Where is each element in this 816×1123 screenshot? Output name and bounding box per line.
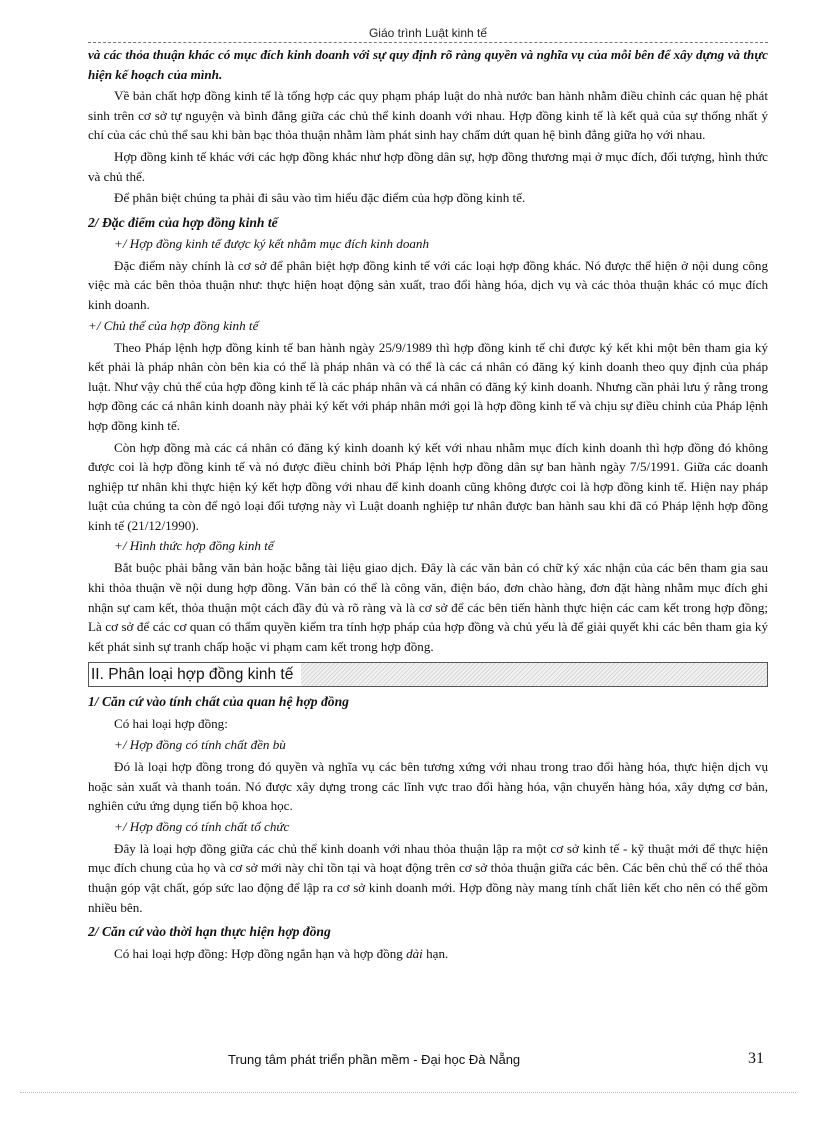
emphasis-text: dài [406, 946, 423, 962]
paragraph: Về bản chất hợp đồng kinh tế là tổng hợp các quy phạm pháp luật do nhà nước ban hành nhằm điều chỉnh các quan hệ phát sinh trên cơ sở tự nguyện và bình đẳng giữa các chủ thể kinh doanh với nhau. Hợp đồng kinh tế là kết quả của sự thống nhất ý chí của các chủ thể sau khi bàn bạc thỏa thuận nhằm làm phát sinh hay chấm dứt quan hệ bình đẳng giữa họ với nhau. [88, 88, 768, 143]
paragraph: Đặc điểm này chính là cơ sở để phân biệt hợp đồng kinh tế với các loại hợp đồng khác. Nó được thể hiện ở nội dung công việc mà các bên thỏa thuận như: thực hiện hoạt động sản xuất, trao đổi hàng hóa, dịch vụ và các thỏa thuận khác có mục đích kinh doanh. [88, 257, 768, 312]
heading-characteristics: 2/ Đặc điểm của hợp đồng kinh tế [88, 214, 278, 230]
paragraph-continuation: và các thỏa thuận khác có mục đích kinh doanh với sự quy định rõ ràng quyền và nghĩa vụ của mỗi bên để xây dựng và thực hiện kế hoạch của mình. [88, 47, 768, 82]
subheading-compensatory: +/ Hợp đồng có tính chất đền bù [114, 737, 286, 753]
bottom-divider [20, 1092, 796, 1093]
paragraph: Hợp đồng kinh tế khác với các hợp đồng khác như hợp đồng dân sự, hợp đồng thương mại ở mục đích, đối tượng, hình thức và chủ thể. [88, 148, 768, 184]
subheading-business-purpose: +/ Hợp đồng kinh tế được ký kết nhằm mục đích kinh doanh [114, 235, 430, 251]
subheading-form: +/ Hình thức hợp đồng kinh tế [114, 538, 274, 554]
paragraph: Đó là loại hợp đồng trong đó quyền và nghĩa vụ các bên tương xứng với nhau trong trao đổi hàng hóa, thực hiện dịch vụ hoặc sản xuất và thanh toán. Nó được xây dựng trong các lĩnh vực trao đổi hàng hóa, vận chuyển hàng hóa, xây dựng cơ bản, nghiên cứu ứng dụng tiến bộ khoa học. [88, 759, 768, 814]
section-heading-bar [88, 662, 768, 687]
paragraph: Có hai loại hợp đồng: [114, 716, 228, 732]
paragraph: Bắt buộc phải bằng văn bản hoặc bằng tài liệu giao dịch. Đây là các văn bản có chữ ký xác nhận của các bên tham gia sau khi thỏa thuận về nội dung hợp đồng. Văn bản có thể là công văn, điện báo, đơn chào hàng, đơn đặt hàng nhằm mục đích ghi nhận sự cam kết, thỏa thuận một cách đầy đủ và rõ ràng và là cơ sở để các bên tiến hành thực hiện các cam kết trong hợp đồng; Là cơ sở để các cơ quan có thẩm quyền kiểm tra tính hợp pháp của hợp đồng và chủ yếu là để giải quyết khi các bên tham gia ký kết phát sinh sự tranh chấp hoặc vi phạm cam kết trong hợp đồng. [88, 560, 768, 654]
page-number: 31 [748, 1050, 764, 1067]
footer-institution: Trung tâm phát triển phần mềm - Đại học Đà Nẵng [228, 1052, 521, 1067]
paragraph: Để phân biệt chúng ta phải đi sâu vào tìm hiểu đặc điểm của hợp đồng kinh tế. [114, 190, 526, 206]
running-header: Giáo trình Luật kinh tế [88, 26, 768, 43]
paragraph [88, 944, 768, 964]
paragraph: Theo Pháp lệnh hợp đồng kinh tế ban hành ngày 25/9/1989 thì hợp đồng kinh tế chỉ được ký kết khi một bên tham gia ký kết phải là pháp nhân còn bên kia có thể là pháp nhân và có thể là các cá nhân có đăng ký kinh doanh theo quy định của pháp luật. Như vậy chủ thể của hợp đồng kinh tế là các pháp nhân và cá nhân có đăng ký kinh doanh. Nhưng cần phải lưu ý rằng trong hợp đồng các cá nhân kinh doanh này phải ký kết với pháp nhân mới gọi là hợp đồng kinh tế và chịu sự điều chỉnh của Pháp lệnh hợp đồng kinh tế. [88, 339, 768, 433]
text-run: hạn. [422, 946, 449, 962]
heading-by-nature: 1/ Căn cứ vào tính chất của quan hệ hợp đồng [88, 694, 349, 710]
paragraph: Còn hợp đồng mà các cá nhân có đăng ký kinh doanh ký kết với nhau nhằm mục đích kinh doanh thì hợp đồng đó không được coi là hợp đồng kinh tế và nó được điều chỉnh bởi Pháp lệnh hợp đồng dân sự ban hành ngày 7/5/1991. Giữa các doanh nghiệp tư nhân khi thực hiện ký kết hợp đồng với nhau để kinh doanh cũng không được coi là hợp đồng kinh tế. Hiện nay pháp luật của chúng ta còn để ngỏ loại đối tượng này vì Luật doanh nghiệp tư nhân được ban hành sau khi đã có Pháp lệnh hợp đồng kinh tế (21/12/1990). [88, 439, 768, 533]
subheading-subjects: +/ Chủ thể của hợp đồng kinh tế [88, 317, 259, 333]
page-footer [88, 1050, 768, 1072]
paragraph: Đây là loại hợp đồng giữa các chủ thể kinh doanh với nhau thỏa thuận lập ra một cơ sở kinh tế - kỹ thuật mới để thực hiện mục đích chung của họ và cơ sở mới này chỉ tồn tại và hoạt động trên cơ sở thỏa thuận giữa các bên. Các bên chủ thể có thể thỏa thuận góp vật chất, góp sức lao động để lập ra cơ sở kinh doanh mới. Hợp đồng này mang tính chất liên kết cho nên có thể gồm nhiều bên. [88, 840, 768, 915]
subheading-organizational: +/ Hợp đồng có tính chất tổ chức [114, 818, 290, 834]
text-run: Có hai loại hợp đồng: Hợp đồng ngắn hạn và hợp đồng [114, 946, 407, 962]
section-heading-classification: II. Phân loại hợp đồng kinh tế [89, 663, 301, 686]
heading-by-duration: 2/ Căn cứ vào thời hạn thực hiện hợp đồng [88, 924, 331, 940]
document-page [88, 26, 768, 964]
